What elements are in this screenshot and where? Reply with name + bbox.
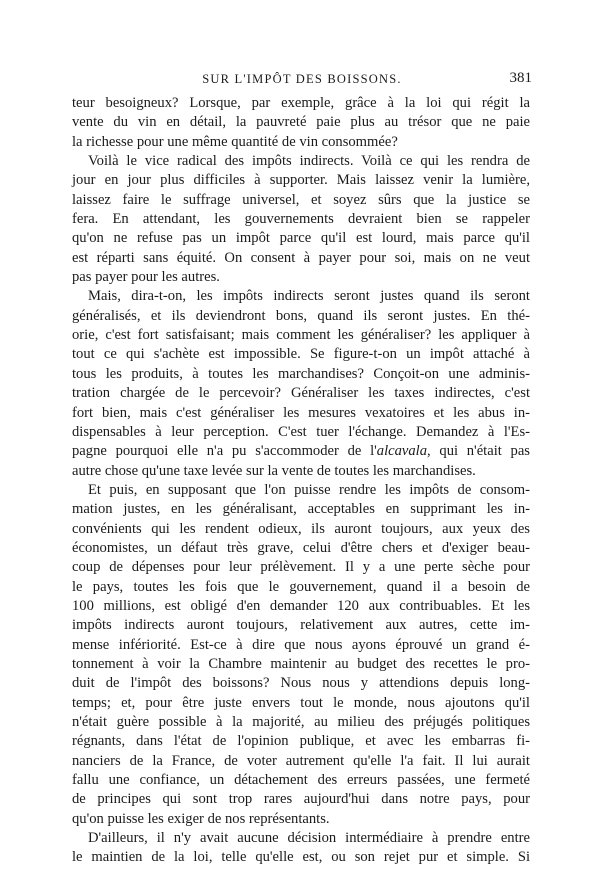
text-line: laissez faire le suffrage universel, et soyez sûrs que la justice se — [72, 191, 530, 208]
text-line: fort bien, mais c'est généraliser les mesures vexatoires et les abus in- — [72, 404, 530, 421]
text-line: tration chargée de le percevoir? Généraliser les taxes indirectes, c'est — [72, 385, 530, 402]
page-number: 381 — [509, 70, 532, 86]
text-line: tout ce qui s'achète est impossible. Se figure-t-on un impôt attaché à — [72, 346, 530, 363]
text-line: le maintien de la loi, telle qu'elle est, ou son rejet pur et simple. Si — [72, 849, 530, 866]
text-line: régnants, dans l'état de l'opinion publique, et avec les embarras fi- — [72, 733, 530, 750]
text-line: n'était guère possible à la majorité, au milieu des préjugés politiques — [72, 714, 530, 730]
text-line: mation justes, en les généralisant, acceptables en supprimant les in- — [72, 501, 530, 518]
text-line: dispensables à leur perception. C'est tuer l'échange. Demandez à l'Es- — [72, 423, 530, 440]
text-line: duit de l'impôt des boissons? Nous nous y attendions depuis long- — [72, 675, 530, 692]
text-line-with-italic — [72, 442, 530, 461]
text-line: Mais, dira-t-on, les impôts indirects seront justes quand ils seront — [88, 288, 530, 305]
text-line: orie, c'est fort satisfaisant; mais comment les généraliser? les appliquer à — [72, 327, 530, 344]
text-line: fallu une confiance, un détachement des erreurs passées, une fermeté — [72, 772, 530, 789]
text-fragment: pagne pourquoi elle n'a pu s'accommoder de l' — [72, 443, 377, 460]
text-line: D'ailleurs, il n'y avait aucune décision intermédiaire à prendre entre — [88, 830, 530, 847]
text-line: tous les produits, à toutes les marchandises? Conçoit-on une adminis- — [72, 365, 530, 382]
text-line: économistes, un défaut très grave, celui d'être chers et d'exiger beau- — [72, 539, 530, 556]
text-line: le pays, toutes les fois que le gouvernement, quand il a besoin de — [72, 578, 530, 595]
text-line: Et puis, en supposant que l'on puisse rendre les impôts de consom- — [88, 481, 530, 498]
body-text — [72, 94, 530, 868]
text-line: pas payer pour les autres. — [72, 269, 220, 286]
text-line: nanciers de la France, de voter autrement qu'elle l'a fait. Il lui aurait — [72, 752, 530, 769]
running-title: SUR L'IMPÔT DES BOISSONS. — [202, 72, 402, 86]
text-line: convénients qui les rendent odieux, ils auront toujours, aux yeux des — [72, 520, 530, 537]
text-line: qu'on puisse les exiger de nos représentants. — [72, 810, 330, 827]
running-head — [72, 70, 532, 90]
paragraph — [72, 481, 530, 829]
text-line: qu'on ne refuse pas un impôt parce qu'il est lourd, mais parce qu'il — [72, 230, 530, 247]
text-line: coup de dépenses pour leur prélèvement. Il y a une perte sèche pour — [72, 559, 530, 576]
text-line: 100 millions, est obligé d'en demander 120 aux contribuables. Et les — [72, 597, 530, 614]
text-line: mense infériorité. Est-ce à dire que nous ayons éprouvé un grand é- — [72, 636, 530, 653]
text-line: tonnement à voir la Chambre maintenir au budget des recettes le pro- — [72, 655, 530, 672]
text-line: généralisés, et ils deviendront bons, quand ils seront justes. En thé- — [72, 307, 530, 324]
text-line: de principes qui sont trop rares aujourd'hui dans notre pays, pour — [72, 791, 530, 808]
italic-term: alcavala — [376, 443, 428, 460]
text-line: fera. En attendant, les gouvernements devraient bien se rappeler — [72, 211, 530, 228]
paragraph — [72, 94, 530, 152]
paragraph — [72, 152, 530, 287]
text-line: autre chose qu'une taxe levée sur la vente de toutes les marchandises. — [72, 462, 476, 479]
paragraph — [72, 287, 530, 480]
text-line: vente du vin en détail, la pauvreté paie plus au trésor que ne paie — [72, 114, 530, 131]
text-fragment: , qui n'était pas — [427, 443, 530, 460]
text-line: impôts indirects auront toujours, relativement aux autres, cette im- — [72, 617, 530, 634]
text-line: temps; et, pour être juste envers tout le monde, nous ajoutons qu'il — [72, 694, 530, 711]
text-line: est réparti sans équité. On consent à payer pour soi, mais on ne veut — [72, 249, 530, 266]
text-line: Voilà le vice radical des impôts indirects. Voilà ce qui les rendra de — [88, 153, 530, 170]
text-line: jour en jour plus difficiles à supporter. Mais laissez venir la lumière, — [72, 172, 530, 189]
text-line: la richesse pour une même quantité de vin consommée? — [72, 133, 398, 150]
text-line: teur besoigneux? Lorsque, par exemple, grâce à la loi qui régit la — [72, 95, 530, 111]
paragraph — [72, 829, 530, 868]
